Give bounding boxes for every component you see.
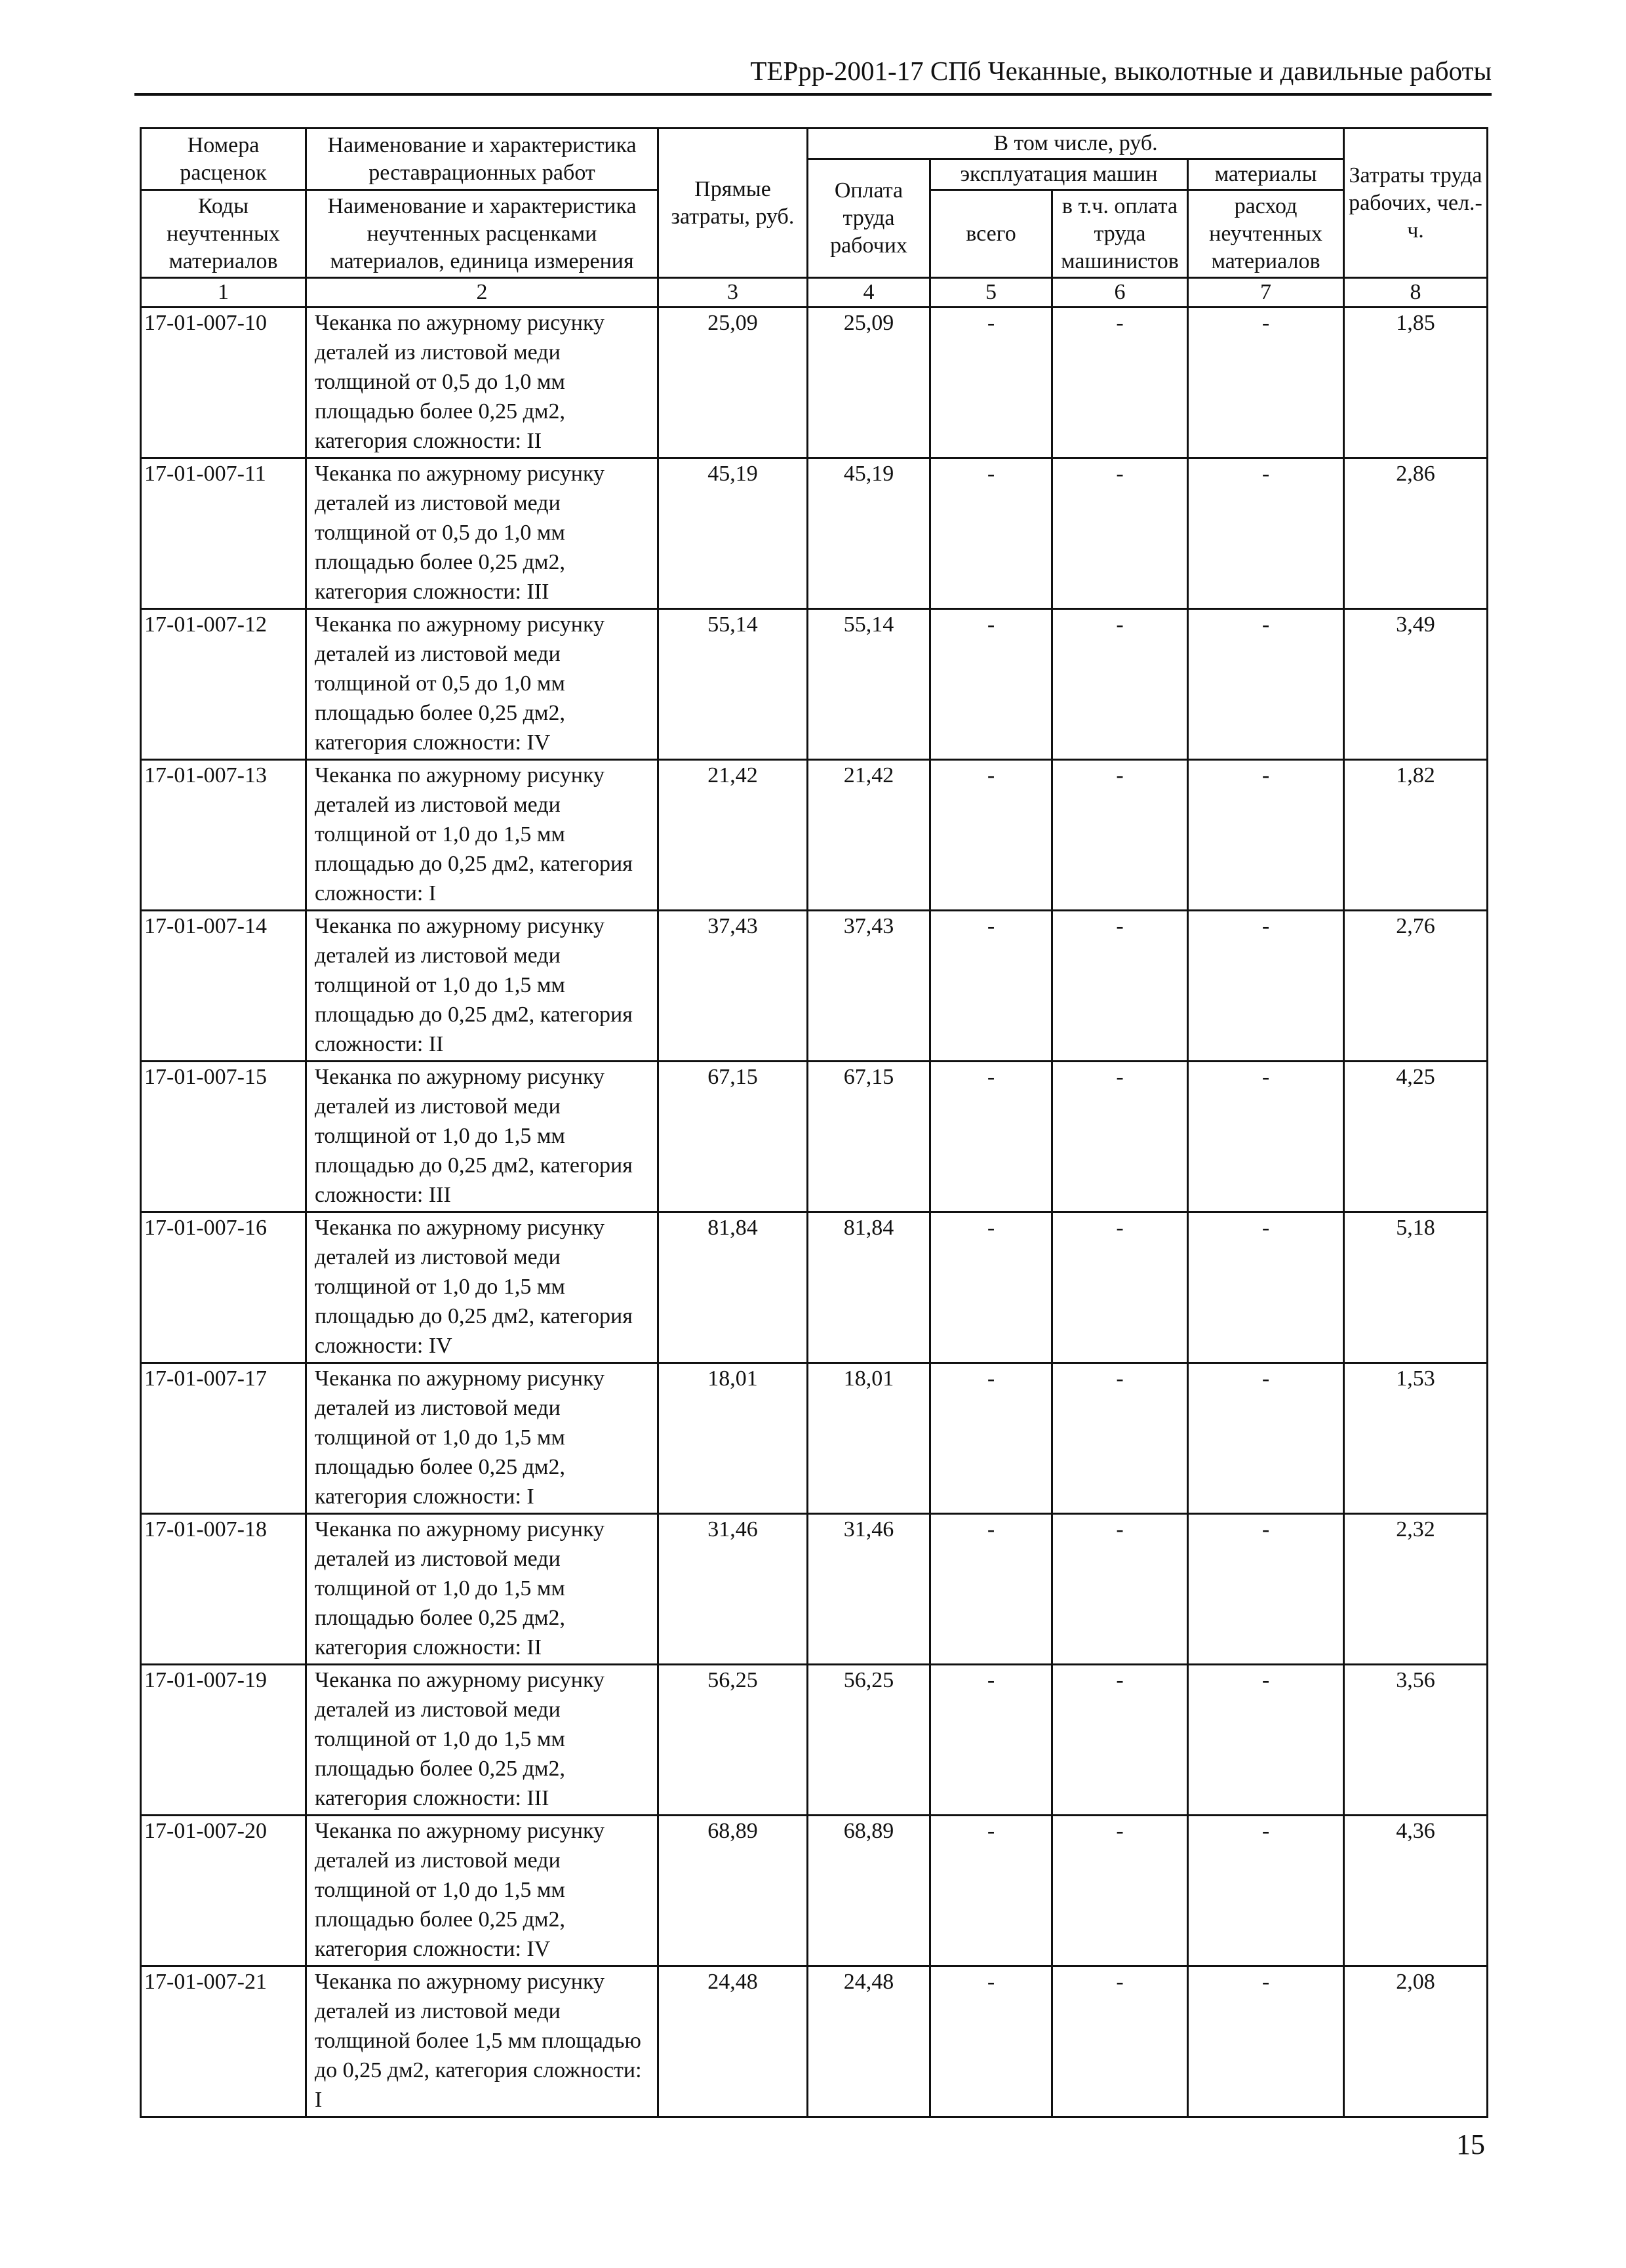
machinists-pay: - (1052, 1062, 1188, 1212)
work-description: Чеканка по ажурному рисунку деталей из листовой меди толщиной от 1,0 до 1,5 мм площадью до 0,25 дм2, категория сложности: III (306, 1062, 658, 1212)
page-header-title: ТЕРрр-2001-17 СПб Чеканные, выколотные и давильные работы (750, 56, 1492, 86)
header-work-name: Наименование и характеристика реставрационных работ (306, 129, 658, 190)
labor-pay: 67,15 (808, 1062, 930, 1212)
machines-total: - (930, 1816, 1052, 1966)
direct-costs: 18,01 (658, 1363, 808, 1514)
column-number: 7 (1188, 278, 1344, 308)
header-material-codes: Коды неучтенных материалов (141, 190, 306, 278)
table-row (141, 911, 1488, 1062)
machinists-pay: - (1052, 760, 1188, 911)
column-number: 1 (141, 278, 306, 308)
machinists-pay: - (1052, 308, 1188, 458)
column-number: 8 (1344, 278, 1488, 308)
column-number: 6 (1052, 278, 1188, 308)
material-consumption: - (1188, 609, 1344, 760)
page-number: 15 (1456, 2128, 1485, 2160)
work-description: Чеканка по ажурному рисунку деталей из листовой меди толщиной от 1,0 до 1,5 мм площадью до 0,25 дм2, категория сложности: IV (306, 1212, 658, 1363)
table-row (141, 1363, 1488, 1514)
header-material-name: Наименование и характеристика неучтенных расценками материалов, единица измерения (306, 190, 658, 278)
rate-code: 17-01-007-10 (141, 308, 306, 458)
material-consumption: - (1188, 1212, 1344, 1363)
work-description: Чеканка по ажурному рисунку деталей из листовой меди толщиной от 1,0 до 1,5 мм площадью более 0,25 дм2, категория сложности: III (306, 1665, 658, 1816)
work-description: Чеканка по ажурному рисунку деталей из листовой меди толщиной от 1,0 до 1,5 мм площадью более 0,25 дм2, категория сложности: II (306, 1514, 658, 1665)
direct-costs: 25,09 (658, 308, 808, 458)
rate-code: 17-01-007-18 (141, 1514, 306, 1665)
machinists-pay: - (1052, 911, 1188, 1062)
rate-code: 17-01-007-16 (141, 1212, 306, 1363)
labor-pay: 18,01 (808, 1363, 930, 1514)
machinists-pay: - (1052, 1212, 1188, 1363)
rate-code: 17-01-007-19 (141, 1665, 306, 1816)
labor-hours: 2,76 (1344, 911, 1488, 1062)
machines-total: - (930, 911, 1052, 1062)
header-direct-costs: Прямые затраты, руб. (658, 129, 808, 278)
labor-pay: 37,43 (808, 911, 930, 1062)
direct-costs: 37,43 (658, 911, 808, 1062)
machines-total: - (930, 1062, 1052, 1212)
page-header (134, 47, 1492, 96)
machines-total: - (930, 1212, 1052, 1363)
table-row (141, 1212, 1488, 1363)
labor-pay: 31,46 (808, 1514, 930, 1665)
labor-hours: 3,49 (1344, 609, 1488, 760)
material-consumption: - (1188, 308, 1344, 458)
machines-total: - (930, 1514, 1052, 1665)
labor-pay: 25,09 (808, 308, 930, 458)
work-description: Чеканка по ажурному рисунку деталей из листовой меди толщиной от 1,0 до 1,5 мм площадью до 0,25 дм2, категория сложности: II (306, 911, 658, 1062)
material-consumption: - (1188, 911, 1344, 1062)
machines-total: - (930, 1363, 1052, 1514)
table-body (141, 308, 1488, 2117)
machines-total: - (930, 760, 1052, 911)
labor-hours: 4,36 (1344, 1816, 1488, 1966)
machines-total: - (930, 458, 1052, 609)
labor-hours: 2,86 (1344, 458, 1488, 609)
labor-hours: 3,56 (1344, 1665, 1488, 1816)
header-material-consumption: расход неучтенных материалов (1188, 190, 1344, 278)
material-consumption: - (1188, 458, 1344, 609)
direct-costs: 81,84 (658, 1212, 808, 1363)
table-header (141, 129, 1488, 308)
direct-costs: 67,15 (658, 1062, 808, 1212)
labor-pay: 45,19 (808, 458, 930, 609)
machinists-pay: - (1052, 1363, 1188, 1514)
work-description: Чеканка по ажурному рисунку деталей из листовой меди толщиной от 0,5 до 1,0 мм площадью более 0,25 дм2, категория сложности: III (306, 458, 658, 609)
table-row (141, 1816, 1488, 1966)
labor-pay: 81,84 (808, 1212, 930, 1363)
header-including: В том числе, руб. (808, 129, 1344, 159)
work-description: Чеканка по ажурному рисунку деталей из листовой меди толщиной более 1,5 мм площадью до 0,25 дм2, категория сложности: I (306, 1966, 658, 2117)
machinists-pay: - (1052, 1966, 1188, 2117)
rate-code: 17-01-007-12 (141, 609, 306, 760)
work-description: Чеканка по ажурному рисунку деталей из листовой меди толщиной от 1,0 до 1,5 мм площадью до 0,25 дм2, категория сложности: I (306, 760, 658, 911)
labor-hours: 4,25 (1344, 1062, 1488, 1212)
table-row (141, 609, 1488, 760)
table-row (141, 308, 1488, 458)
material-consumption: - (1188, 1966, 1344, 2117)
work-description: Чеканка по ажурному рисунку деталей из листовой меди толщиной от 1,0 до 1,5 мм площадью более 0,25 дм2, категория сложности: I (306, 1363, 658, 1514)
labor-pay: 24,48 (808, 1966, 930, 2117)
column-number: 2 (306, 278, 658, 308)
labor-pay: 21,42 (808, 760, 930, 911)
column-number: 4 (808, 278, 930, 308)
column-number: 5 (930, 278, 1052, 308)
rate-code: 17-01-007-21 (141, 1966, 306, 2117)
rates-table (140, 127, 1488, 2118)
table-row (141, 1665, 1488, 1816)
material-consumption: - (1188, 1514, 1344, 1665)
header-labor-hours: Затраты труда рабочих, чел.-ч. (1344, 129, 1488, 278)
labor-hours: 1,85 (1344, 308, 1488, 458)
material-consumption: - (1188, 760, 1344, 911)
machinists-pay: - (1052, 1816, 1188, 1966)
machines-total: - (930, 609, 1052, 760)
labor-pay: 55,14 (808, 609, 930, 760)
direct-costs: 55,14 (658, 609, 808, 760)
header-machines-total: всего (930, 190, 1052, 278)
direct-costs: 45,19 (658, 458, 808, 609)
table-row (141, 1514, 1488, 1665)
header-materials: материалы (1188, 159, 1344, 190)
labor-pay: 56,25 (808, 1665, 930, 1816)
direct-costs: 31,46 (658, 1514, 808, 1665)
rate-code: 17-01-007-13 (141, 760, 306, 911)
rate-code: 17-01-007-17 (141, 1363, 306, 1514)
labor-hours: 1,53 (1344, 1363, 1488, 1514)
header-machinists-pay: в т.ч. оплата труда машинистов (1052, 190, 1188, 278)
direct-costs: 21,42 (658, 760, 808, 911)
work-description: Чеканка по ажурному рисунку деталей из листовой меди толщиной от 1,0 до 1,5 мм площадью более 0,25 дм2, категория сложности: IV (306, 1816, 658, 1966)
material-consumption: - (1188, 1816, 1344, 1966)
labor-hours: 2,32 (1344, 1514, 1488, 1665)
machinists-pay: - (1052, 1665, 1188, 1816)
work-description: Чеканка по ажурному рисунку деталей из листовой меди толщиной от 0,5 до 1,0 мм площадью более 0,25 дм2, категория сложности: IV (306, 609, 658, 760)
material-consumption: - (1188, 1363, 1344, 1514)
machinists-pay: - (1052, 458, 1188, 609)
machines-total: - (930, 308, 1052, 458)
rate-code: 17-01-007-14 (141, 911, 306, 1062)
labor-hours: 1,82 (1344, 760, 1488, 911)
direct-costs: 24,48 (658, 1966, 808, 2117)
table-row (141, 458, 1488, 609)
table-row (141, 760, 1488, 911)
labor-pay: 68,89 (808, 1816, 930, 1966)
material-consumption: - (1188, 1062, 1344, 1212)
labor-hours: 5,18 (1344, 1212, 1488, 1363)
header-rate-number: Номера расценок (141, 129, 306, 190)
machines-total: - (930, 1665, 1052, 1816)
work-description: Чеканка по ажурному рисунку деталей из листовой меди толщиной от 0,5 до 1,0 мм площадью более 0,25 дм2, категория сложности: II (306, 308, 658, 458)
table-row (141, 1966, 1488, 2117)
header-labor-pay: Оплата труда рабочих (808, 159, 930, 278)
material-consumption: - (1188, 1665, 1344, 1816)
labor-hours: 2,08 (1344, 1966, 1488, 2117)
machinists-pay: - (1052, 609, 1188, 760)
rate-code: 17-01-007-20 (141, 1816, 306, 1966)
machines-total: - (930, 1966, 1052, 2117)
column-number: 3 (658, 278, 808, 308)
header-machines: эксплуатация машин (930, 159, 1188, 190)
direct-costs: 68,89 (658, 1816, 808, 1966)
direct-costs: 56,25 (658, 1665, 808, 1816)
rate-code: 17-01-007-15 (141, 1062, 306, 1212)
table-row (141, 1062, 1488, 1212)
rate-code: 17-01-007-11 (141, 458, 306, 609)
machinists-pay: - (1052, 1514, 1188, 1665)
